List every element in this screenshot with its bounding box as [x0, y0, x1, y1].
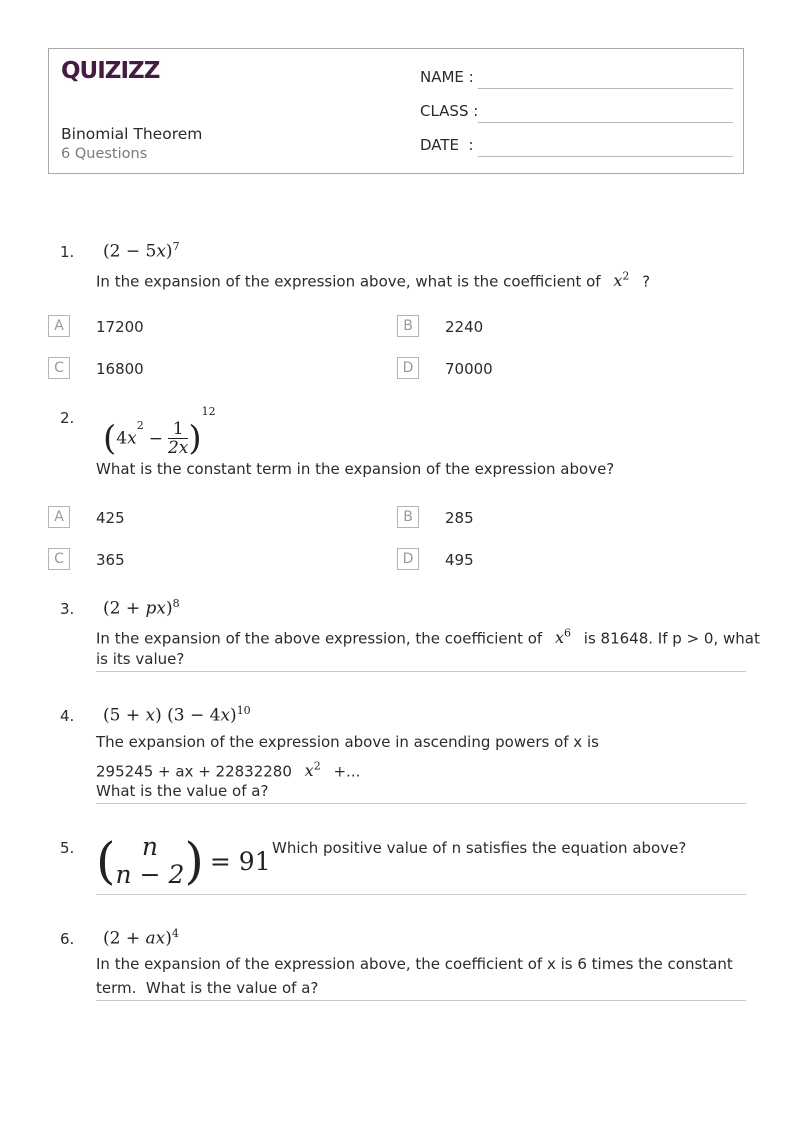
option-value: 495: [445, 551, 474, 569]
option-value: 285: [445, 509, 474, 527]
option-letter-b[interactable]: B: [397, 315, 419, 337]
option-letter-d[interactable]: D: [397, 357, 419, 379]
question-text: In the expansion of the expression above, what is the coefficient of $x^2$ ?: [96, 270, 651, 291]
question-number: 4.: [60, 707, 75, 725]
option-value: 17200: [96, 318, 144, 336]
date-label: DATE :: [420, 136, 474, 154]
option-value: 70000: [445, 360, 493, 378]
answer-line[interactable]: [96, 1000, 746, 1001]
question-expression: $(2 - 5x)^7$: [103, 240, 180, 262]
option-value: 16800: [96, 360, 144, 378]
question-text: In the expansion of the expression above, the coefficient of x is 6 times the constant: [96, 955, 733, 973]
option-letter-a[interactable]: A: [48, 315, 70, 337]
question-expression: (2 + ax)$^4$: [103, 927, 179, 949]
worksheet-title: Binomial Theorem: [61, 125, 203, 143]
date-field[interactable]: [478, 156, 733, 157]
option-letter-c[interactable]: C: [48, 548, 70, 570]
option-letter-d[interactable]: D: [397, 548, 419, 570]
question-number: 1.: [60, 243, 75, 261]
answer-line[interactable]: [96, 803, 746, 804]
question-text: In the expansion of the above expression, the coefficient of $x^6$ is 81648. If p > 0, what: [96, 627, 760, 648]
question-expression: (2 + px)$^8$: [103, 597, 180, 619]
question-count: 6 Questions: [61, 146, 148, 162]
class-field[interactable]: [478, 122, 733, 123]
question-expression: ($4x^2-$ $\frac{1}{2x}$ )$^{12}$: [103, 405, 216, 459]
quizizz-logo: QUIZIZZ: [61, 58, 160, 84]
question-text: Which positive value of n satisfies the equation above?: [272, 839, 687, 857]
question-expression: ( n n − 2 ) = 91: [96, 832, 271, 890]
answer-line[interactable]: [96, 894, 746, 895]
name-field[interactable]: [478, 88, 733, 89]
question-text-continued: is its value?: [96, 650, 185, 668]
question-expression: (5 + x) $(3 - 4x)^{10}$: [103, 704, 251, 726]
question-number: 2.: [60, 409, 75, 427]
question-text: 295245 + ax + 22832280 $x^2$ +...: [96, 760, 361, 781]
option-letter-c[interactable]: C: [48, 357, 70, 379]
question-number: 6.: [60, 930, 75, 948]
option-value: 2240: [445, 318, 484, 336]
question-text: What is the constant term in the expansion of the expression above?: [96, 460, 615, 478]
class-label: CLASS :: [420, 102, 479, 120]
option-letter-b[interactable]: B: [397, 506, 419, 528]
option-letter-a[interactable]: A: [48, 506, 70, 528]
question-text: What is the value of a?: [96, 782, 269, 800]
name-label: NAME :: [420, 68, 474, 86]
question-text: term. What is the value of a?: [96, 979, 319, 997]
question-text: The expansion of the expression above in ascending powers of x is: [96, 733, 599, 751]
option-value: 425: [96, 509, 125, 527]
question-number: 5.: [60, 839, 75, 857]
answer-line[interactable]: [96, 671, 746, 672]
option-value: 365: [96, 551, 125, 569]
question-number: 3.: [60, 600, 75, 618]
